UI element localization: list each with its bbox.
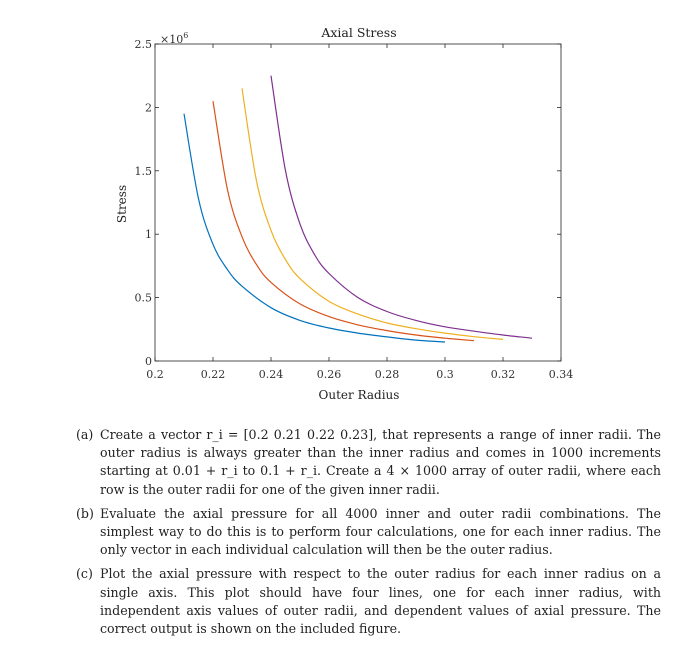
chart-title: Axial Stress [321,25,397,40]
x-tick-label: 0.3 [436,368,454,381]
x-tick-label: 0.32 [490,368,516,381]
y-axis-ticks [135,38,562,368]
x-tick-label: 0.28 [374,368,400,381]
x-tick-label: 0.24 [258,368,284,381]
problem-list [76,426,661,644]
plot-box [155,44,561,361]
problem-a-text: Create a vector r_i = [0.2 0.21 0.22 0.23], that represents a range of inner radii. The outer radius is always greater than the inner radius and comes in 1000 increments starting at 0.01 + r_i to 0.1 + r_i. Create a 4 × 1000 array of outer radii, where each row is the outer radii for one of the given inner radii. [100,427,661,497]
x-tick-label: 0.2 [146,368,164,381]
y-tick-label: 1 [145,228,152,242]
series-line-4 [271,76,532,339]
y-axis-label: Stress [115,184,129,224]
x-tick-label: 0.34 [548,368,574,381]
y-tick-label: 2 [145,101,152,115]
x-tick-label: 0.26 [316,368,342,381]
y-tick-label: 2.5 [134,38,152,51]
problem-b-text: Evaluate the axial pressure for all 4000 inner and outer radii combinations. The simplest way to do this is to perform four calculations, one for each inner radius. The only vector in each individual calculation will then be the outer radius. [100,505,661,558]
y-tick-label: 1.5 [134,164,152,178]
problem-a-label: (a) [76,427,94,442]
problem-b [76,505,661,560]
y-tick-label: 0.5 [134,291,152,305]
series-line-2 [213,101,474,341]
problem-c-text: Plot the axial pressure with respect to the outer radius for each inner radius on a single axis. This plot should have four lines, one for each inner radius, with independent axis values of outer radii, and dependent values of axial pressure. The correct output is shown on the included figure. [100,566,661,637]
series-lines [184,76,532,342]
y-tick-label: 0 [145,355,152,368]
series-line-3 [242,88,503,339]
plot-frame [155,44,561,361]
problem-c [76,565,661,638]
problem-c-label: (c) [76,566,93,582]
x-tick-label: 0.22 [200,368,226,381]
problem-b-label: (b) [76,505,94,521]
series-line-1 [184,114,445,342]
y-exponent-multiplier: $\times 10^6$ [160,31,189,46]
x-axis-ticks [146,44,573,381]
x-axis-label: Outer Radius [318,388,400,402]
problem-a [76,426,661,499]
